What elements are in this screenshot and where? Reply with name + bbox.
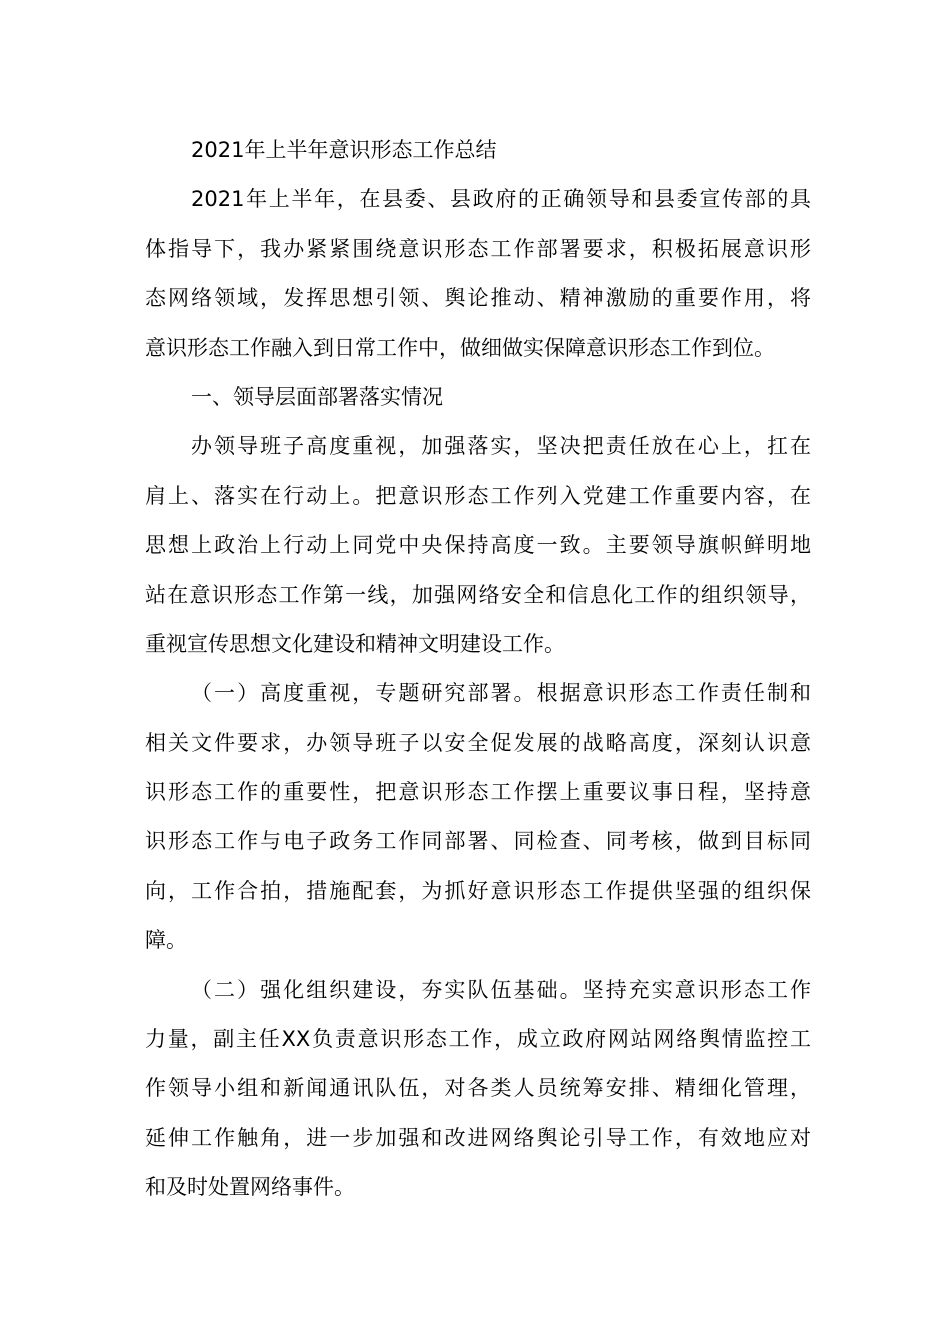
- document-title: 2021年上半年意识形态工作总结: [191, 138, 497, 162]
- text-line: 识形态工作的重要性，把意识形态工作摆上重要议事日程，坚持意: [145, 780, 811, 805]
- text-line: 相关文件要求，办领导班子以安全促发展的战略高度，深刻认识意: [145, 730, 811, 755]
- text-line: 力量，副主任XX负责意识形态工作，成立政府网站网络舆情监控工: [145, 1027, 811, 1052]
- paragraph-intro: [145, 175, 811, 373]
- text-line: 站在意识形态工作第一线，加强网络安全和信息化工作的组织领导，: [145, 582, 811, 607]
- paragraph-leadership: [145, 422, 811, 669]
- document-body: [145, 126, 811, 1213]
- text-line: 识形态工作与电子政务工作同部署、同检查、同考核，做到目标同: [145, 829, 811, 854]
- text-line: 思想上政治上行动上同党中央保持高度一致。主要领导旗帜鲜明地: [145, 533, 811, 558]
- section-heading: 一、领导层面部署落实情况: [191, 384, 443, 409]
- text-line: 办领导班子高度重视，加强落实，坚决把责任放在心上，扛在: [191, 434, 811, 459]
- text-line: 肩上、落实在行动上。把意识形态工作列入党建工作重要内容，在: [145, 483, 811, 508]
- text-line: （一）高度重视，专题研究部署。根据意识形态工作责任制和: [191, 681, 811, 706]
- text-line: 作领导小组和新闻通讯队伍，对各类人员统筹安排、精细化管理，: [145, 1076, 811, 1101]
- text-line: 障。: [145, 928, 187, 953]
- text-line: 意识形态工作融入到日常工作中，做细做实保障意识形态工作到位。: [145, 335, 775, 360]
- text-line: 态网络领域，发挥思想引领、舆论推动、精神激励的重要作用，将: [145, 286, 811, 311]
- paragraph-item-2: [145, 966, 811, 1213]
- text-line: 延伸工作触角，进一步加强和改进网络舆论引导工作，有效地应对: [145, 1125, 811, 1150]
- paragraph-item-1: [145, 669, 811, 965]
- text-line: 体指导下，我办紧紧围绕意识形态工作部署要求，积极拓展意识形: [145, 236, 811, 261]
- text-line: 2021年上半年，在县委、县政府的正确领导和县委宣传部的具: [191, 187, 811, 212]
- text-line: （二）强化组织建设，夯实队伍基础。坚持充实意识形态工作: [191, 977, 811, 1002]
- text-line: 向，工作合拍，措施配套，为抓好意识形态工作提供坚强的组织保: [145, 878, 811, 903]
- text-line: 和及时处置网络事件。: [145, 1175, 355, 1200]
- text-line: 重视宣传思想文化建设和精神文明建设工作。: [145, 631, 565, 656]
